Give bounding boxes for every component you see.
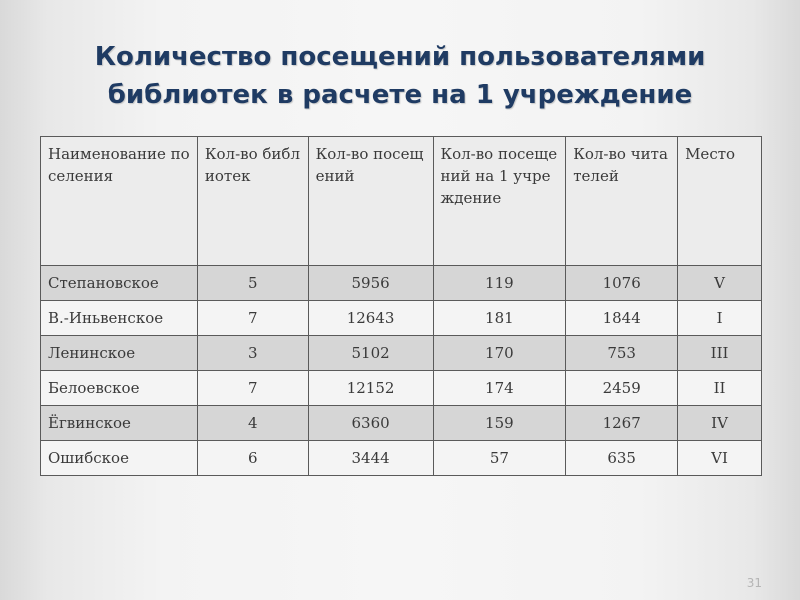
visits-table [40,136,762,476]
header-library-count: Кол-во библиотек [197,137,308,266]
header-visits-per-institution: Кол-во посещений на 1 учреждение [433,137,566,266]
cell-library-count: 4 [197,406,308,441]
table-row [41,336,762,371]
header-rank: Место [678,137,762,266]
cell-visit-count: 3444 [308,441,433,476]
table-header-row [41,137,762,266]
cell-rank: IV [678,406,762,441]
cell-settlement-name: Белоевское [41,371,198,406]
cell-visits-per-institution: 170 [433,336,566,371]
cell-library-count: 6 [197,441,308,476]
header-settlement-name: Наименование поселения [41,137,198,266]
cell-visit-count: 12643 [308,301,433,336]
cell-rank: II [678,371,762,406]
page-number: 31 [746,576,762,590]
cell-settlement-name: Ёгвинское [41,406,198,441]
table-row [41,371,762,406]
cell-rank: V [678,266,762,301]
cell-visit-count: 5956 [308,266,433,301]
cell-library-count: 3 [197,336,308,371]
cell-visit-count: 12152 [308,371,433,406]
cell-reader-count: 2459 [566,371,678,406]
cell-reader-count: 635 [566,441,678,476]
cell-rank: III [678,336,762,371]
cell-visits-per-institution: 119 [433,266,566,301]
table-row [41,266,762,301]
cell-rank: VI [678,441,762,476]
header-reader-count: Кол-во читателей [566,137,678,266]
header-visit-count: Кол-во посещений [308,137,433,266]
cell-visit-count: 5102 [308,336,433,371]
cell-reader-count: 1267 [566,406,678,441]
cell-library-count: 7 [197,301,308,336]
slide-title-line-1: Количество посещений пользователями [94,42,706,72]
cell-library-count: 5 [197,266,308,301]
cell-visits-per-institution: 57 [433,441,566,476]
cell-visits-per-institution: 174 [433,371,566,406]
slide-title [0,38,800,114]
cell-visits-per-institution: 181 [433,301,566,336]
cell-settlement-name: Степановское [41,266,198,301]
cell-settlement-name: Ленинское [41,336,198,371]
cell-settlement-name: Ошибское [41,441,198,476]
slide-title-line-2: библиотек в расчете на 1 учреждение [107,80,693,110]
cell-rank: I [678,301,762,336]
table-row [41,441,762,476]
cell-reader-count: 753 [566,336,678,371]
cell-settlement-name: В.-Иньвенское [41,301,198,336]
cell-visits-per-institution: 159 [433,406,566,441]
table-row [41,406,762,441]
cell-library-count: 7 [197,371,308,406]
cell-reader-count: 1076 [566,266,678,301]
cell-visit-count: 6360 [308,406,433,441]
table-row [41,301,762,336]
cell-reader-count: 1844 [566,301,678,336]
